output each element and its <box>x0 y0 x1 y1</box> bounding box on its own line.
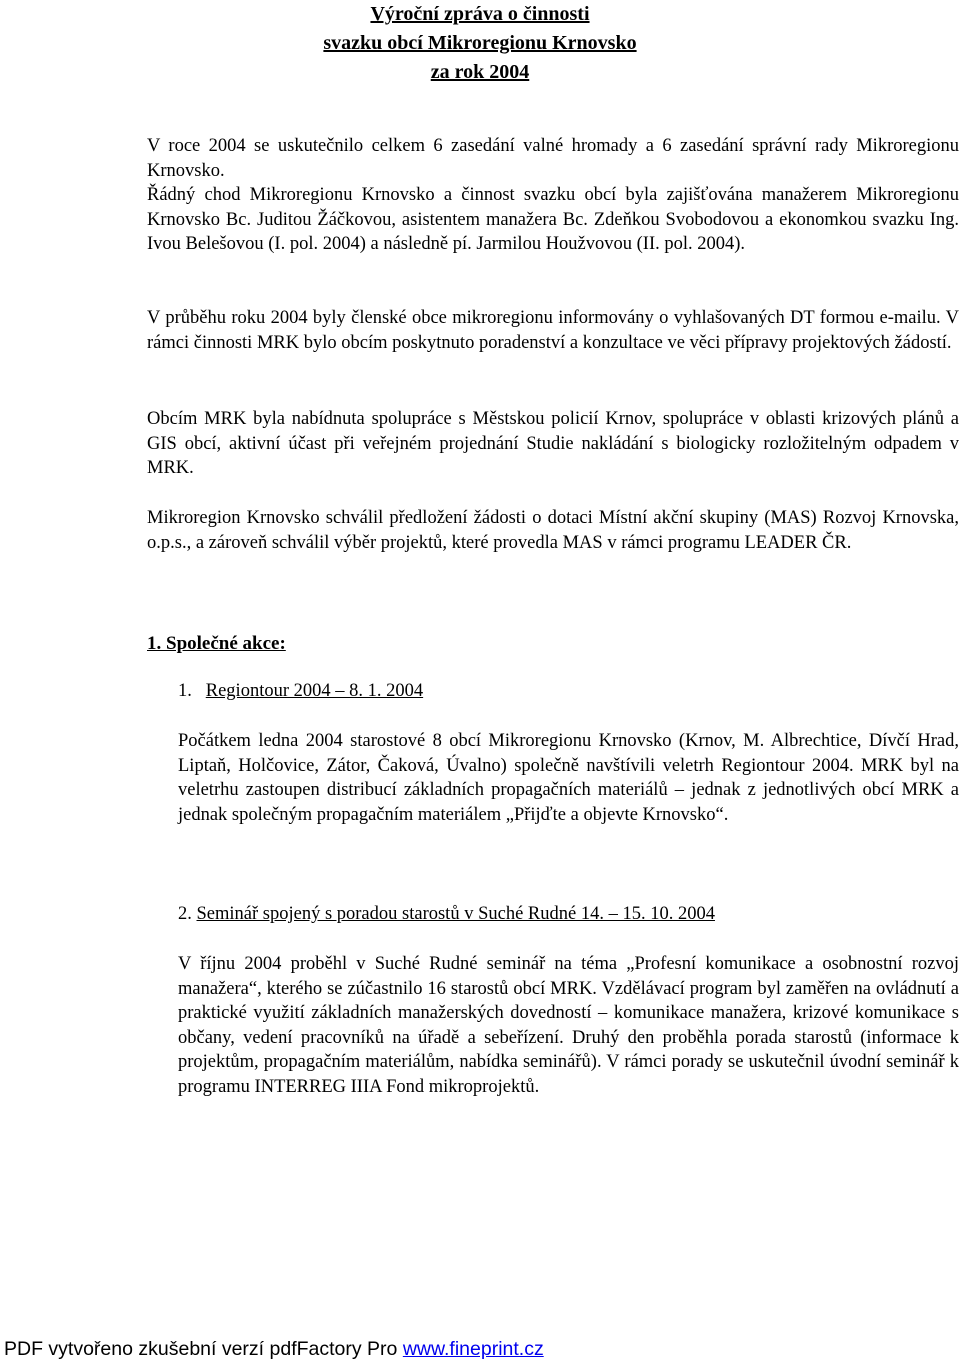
item-title: Seminář spojený s poradou starostů v Suché Rudné 14. – 15. 10. 2004 <box>196 904 715 924</box>
item-heading-seminar <box>178 902 715 926</box>
pdf-footer <box>4 1336 544 1362</box>
intro-paragraph-information: V průběhu roku 2004 byly členské obce mikroregionu informovány o vyhlašovaných DT formou e-mailu. V rámci činnosti MRK bylo obcím poskytnuto poradenství a konzultace ve věci přípravy projektových žádostí. <box>147 308 959 353</box>
document-title-line2: svazku obcí Mikroregionu Krnovsko <box>323 32 637 54</box>
document-title-line3: za rok 2004 <box>430 61 530 83</box>
intro-paragraph-management: Řádný chod Mikroregionu Krnovsko a činnost svazku obcí byla zajišťována manažerem Mikroregionu Krnovsko Bc. Juditou Žáčkovou, asistentem manažera Bc. Zdeňkou Svobodovou a ekonomkou svazku Ing. Ivou Belešovou (I. pol. 2004) a následně pí. Jarmilou Houžvovou (II. pol. 2004). <box>147 185 959 254</box>
item-title: Regiontour 2004 – 8. 1. 2004 <box>205 681 424 701</box>
section-heading-joint-actions: 1. Společné akce: <box>147 633 286 654</box>
item-text-seminar: V říjnu 2004 proběhl v Suché Rudné seminář na téma „Profesní komunikace a osobnostní rozvoj manažera“, kterého se zúčastnilo 16 starostů obcí MRK. Vzdělávací program byl zaměřen na ovládnutí a praktické využití základních manažerských dovedností – komunikace manažera, krizové komunikace s občany, vedení pracovníků na úřadě a sebeřízení. Druhý den proběhla porada starostů (informace k projektům, propagačním materiálům, nabídka seminářů). V rámci porady se uskutečnil úvodní seminář k programu INTERREG IIIA Fond mikroprojektů. <box>178 954 959 1097</box>
item-number: 1. <box>178 681 192 701</box>
footer-text: PDF vytvořeno zkušební verzí pdfFactory Pro <box>4 1338 398 1360</box>
intro-paragraph-cooperation: Obcím MRK byla nabídnuta spolupráce s Městskou policií Krnov, spolupráce v oblasti krizových plánů a GIS obcí, aktivní účast při veřejném projednání Studie nakládání s biologicky rozložitelným odpadem v MRK. <box>147 409 959 478</box>
document-title-line1: Výroční zpráva o činnosti <box>370 3 590 25</box>
item-heading-regiontour <box>178 679 423 703</box>
item-text-regiontour: Počátkem ledna 2004 starostové 8 obcí Mikroregionu Krnovsko (Krnov, M. Albrechtice, Dívčí Hrad, Liptaň, Holčovice, Zátor, Čaková, Úvalno) společně navštívili veletrh Regiontour 2004. MRK byl na veletrhu zastoupen distribucí základních propagačních materiálů – jednak z jednotlivých obcí MRK a jednak společným propagačním materiálem „Přijďte a objevte Krnovsko“. <box>178 731 959 825</box>
footer-link[interactable]: www.fineprint.cz <box>402 1338 544 1360</box>
intro-paragraph-sessions: V roce 2004 se uskutečnilo celkem 6 zasedání valné hromady a 6 zasedání správní rady Mikroregionu Krnovsko. <box>147 136 959 181</box>
item-number: 2. <box>178 904 192 924</box>
intro-paragraph-mas: Mikroregion Krnovsko schválil předložení žádosti o dotaci Místní akční skupiny (MAS) Rozvoj Krnovska, o.p.s., a zároveň schválil výběr projektů, které provedla MAS v rámci programu LEADER ČR. <box>147 508 959 553</box>
